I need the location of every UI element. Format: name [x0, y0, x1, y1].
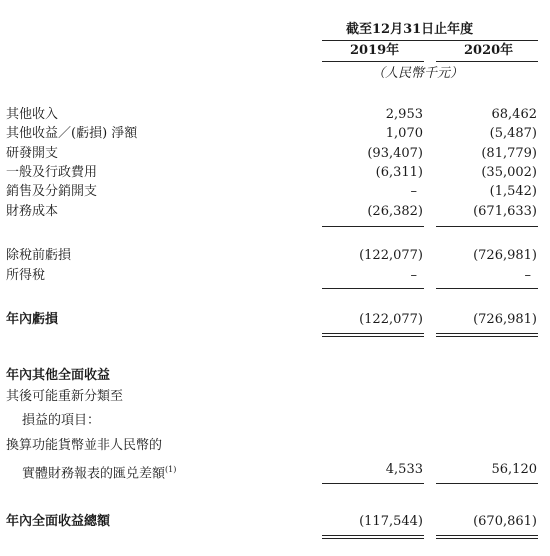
oci-subheading: 其後可能重新分類至: [6, 389, 124, 404]
total-value-2019: (117,544): [359, 514, 423, 529]
double-rule-2020: [436, 538, 538, 539]
row-label: 財務成本: [6, 204, 59, 219]
value-2019: –: [410, 268, 417, 283]
double-rule-2019: [322, 538, 424, 539]
oci-item-label-cont: [22, 462, 176, 482]
value-2019: 4,533: [385, 462, 423, 477]
value-2020: 68,462: [491, 107, 537, 122]
row-label: 所得稅: [6, 268, 46, 283]
row-label: 研發開支: [6, 146, 59, 161]
value-2019: (122,077): [359, 312, 423, 327]
value-2020: (726,981): [473, 248, 537, 263]
subtotal-rule-2019: [322, 226, 424, 227]
value-2019: –: [410, 184, 417, 199]
value-2019: (26,382): [367, 204, 423, 219]
column-header-underline-2020: [436, 61, 538, 62]
value-2019: (6,311): [375, 165, 423, 180]
total-value-2020: (670,861): [473, 514, 537, 529]
value-2020: 56,120: [491, 462, 537, 477]
value-2019: (122,077): [359, 248, 423, 263]
oci-item-label: 換算功能貨幣並非人民幣的: [6, 438, 163, 453]
row-label: 其他收入: [6, 107, 59, 122]
value-2020: (81,779): [481, 146, 537, 161]
value-2019: 2,953: [385, 107, 423, 122]
value-2019: 1,070: [385, 126, 423, 141]
row-label: 一般及行政費用: [6, 165, 98, 180]
period-header: 截至12月31日止年度: [346, 22, 474, 37]
double-rule-2019: [322, 336, 424, 337]
subtotal-rule-2020: [436, 483, 538, 484]
subtotal-rule-2019: [322, 288, 424, 289]
value-2020: (5,487): [489, 126, 537, 141]
subtotal-rule-2020: [436, 288, 538, 289]
row-label: 除稅前虧損: [6, 248, 72, 263]
value-2020: –: [524, 268, 531, 283]
row-label: 銷售及分銷開支: [6, 184, 98, 199]
oci-subheading-cont: 損益的項目：: [22, 413, 101, 428]
double-rule-2020: [436, 336, 538, 337]
row-label: 年內虧損: [6, 312, 59, 327]
oci-item-text: 實體財務報表的匯兑差額: [22, 466, 166, 482]
value-2020: (35,002): [481, 165, 537, 180]
double-rule-2020: [436, 333, 538, 334]
double-rule-2019: [322, 333, 424, 334]
value-2020: (726,981): [473, 312, 537, 327]
footnote-marker: (1): [165, 465, 177, 474]
double-rule-2019: [322, 535, 424, 536]
double-rule-2020: [436, 535, 538, 536]
column-header-underline-2019: [322, 61, 424, 62]
subtotal-rule-2020: [436, 226, 538, 227]
header-divider: [322, 40, 538, 41]
value-2020: (1,542): [489, 184, 537, 199]
column-header-2020: 2020年: [464, 43, 514, 58]
value-2019: (93,407): [367, 146, 423, 161]
column-header-2019: 2019年: [350, 43, 400, 58]
currency-unit: （人民幣千元）: [372, 66, 464, 81]
oci-heading: 年內其他全面收益: [6, 368, 111, 383]
value-2020: (671,633): [473, 204, 537, 219]
total-label: 年內全面收益總額: [6, 514, 111, 529]
row-label: 其他收益／(虧損) 淨額: [6, 126, 138, 141]
subtotal-rule-2019: [322, 483, 424, 484]
